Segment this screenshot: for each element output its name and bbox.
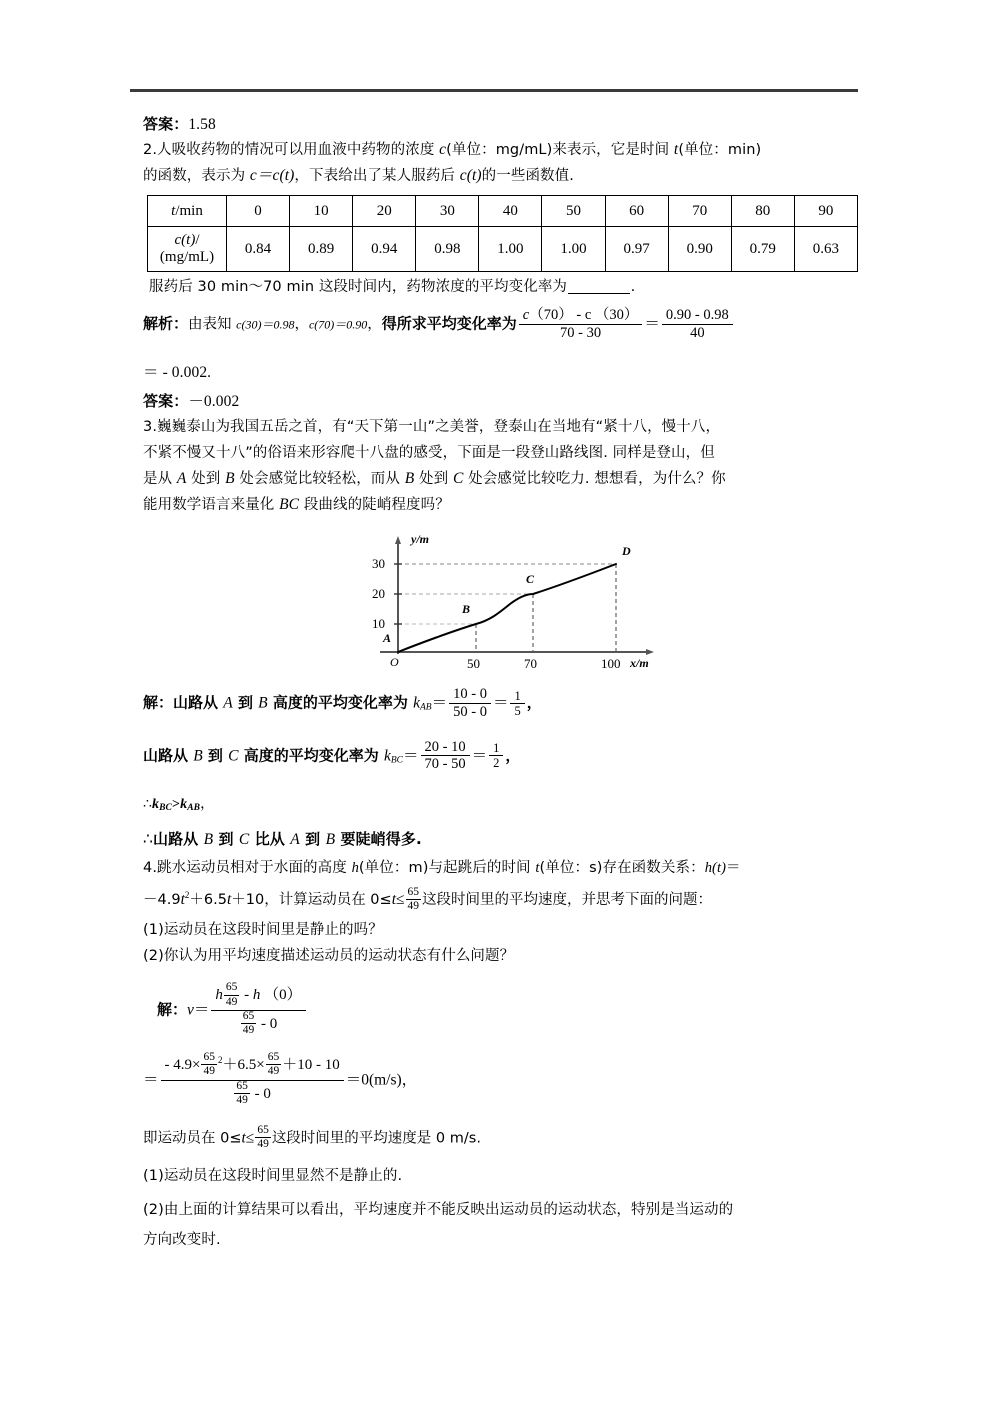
q3-concl-kBC: k xyxy=(152,797,160,813)
q3-c2-A: A xyxy=(290,831,300,849)
q3-sol1a: 山路从 xyxy=(173,694,224,713)
q2-c70: c(70)＝0.90 xyxy=(308,317,368,332)
table-cell-c9: 0.63 xyxy=(794,227,857,272)
q3-sol2a: 山路从 xyxy=(143,746,194,765)
answer-blank xyxy=(568,293,630,294)
chart-point-label-C: C xyxy=(526,572,535,587)
q4-s2b: ＋6.5 xyxy=(189,892,227,909)
table-cell-t8: 80 xyxy=(731,196,794,227)
table-cell-c5: 1.00 xyxy=(542,227,605,272)
chart-ytick-10: 10 xyxy=(372,616,385,632)
q3-point-B: B xyxy=(225,470,235,488)
document-body xyxy=(143,112,865,1253)
q4-big-result: ＝0(m/s)， xyxy=(345,1071,418,1089)
q4-var-t: t xyxy=(535,860,540,877)
q3-s4b: 段曲线的陡峭程度吗？ xyxy=(299,497,450,514)
q4-main-fraction: h $\frac{65}{49}$ - h （0） $\frac{65}{49}$ - 0 xyxy=(211,982,305,1038)
path-curve xyxy=(398,564,616,652)
chart-ytick-20: 20 xyxy=(372,586,385,602)
q2-var-c: c xyxy=(439,141,447,158)
q3-eq4: ＝ xyxy=(471,747,488,765)
chart-xtick-70: 70 xyxy=(524,656,537,672)
q4-func-ht: h(t) xyxy=(704,860,727,877)
concentration-table-wrapper xyxy=(147,195,865,272)
q3-result-BC: $\frac{1}{2}$ xyxy=(489,741,503,771)
q4-concl-le: ≤ xyxy=(245,1129,255,1147)
chart-xlabel: x/m xyxy=(630,656,649,671)
table-row-concentration xyxy=(148,227,858,272)
q4-range-fraction: $\frac{65}{49}$ xyxy=(407,885,420,913)
q3-conclusion-2 xyxy=(143,827,865,852)
q3-sol2-end: ， xyxy=(505,746,521,765)
table-header-concentration: c(t)/ (mg/mL) xyxy=(148,227,227,272)
concentration-table xyxy=(147,195,858,272)
table-cell-t9: 90 xyxy=(794,196,857,227)
q3-sol2-C: C xyxy=(228,747,239,765)
q2-stem-text-1c: (单位：min) xyxy=(678,142,762,158)
q4-stem-line2 xyxy=(143,883,865,914)
q4-num-inner-fraction: $\frac{65}{49}$ xyxy=(225,981,238,1008)
q2-solution-line xyxy=(143,308,865,342)
table-cell-c1: 0.89 xyxy=(290,227,353,272)
q4-conclusion-line xyxy=(143,1125,865,1152)
chart-point-label-D: D xyxy=(622,544,631,559)
table-cell-c8: 0.79 xyxy=(731,227,794,272)
table-cell-c7: 0.90 xyxy=(668,227,731,272)
x-axis-arrow xyxy=(646,649,654,655)
q3-c2e: 要陡峭得多. xyxy=(335,830,422,849)
q2-var-ct: c(t) xyxy=(459,167,482,184)
q2-result-value: ＝ - 0.002. xyxy=(143,364,212,382)
q4-den-inner-fraction: $\frac{65}{49}$ xyxy=(242,1009,255,1036)
q4-sub2-text: (2)你认为用平均速度描述运动员的运动状态有什么问题？ xyxy=(143,948,515,965)
q2-stem-line1 xyxy=(143,137,865,163)
q4-answer-2-text-2: 方向改变时. xyxy=(143,1231,221,1248)
q4-term1-fraction: $\frac{65}{49}$ xyxy=(203,1051,215,1078)
q4-s1a: 跳水运动员相对于水面的高度 xyxy=(157,860,352,877)
chart-ylabel: y/m xyxy=(411,532,429,547)
q2-comma-2: ， xyxy=(367,316,382,333)
q1-answer-line xyxy=(143,112,865,137)
q3-point-A: A xyxy=(176,470,187,488)
q3-concl1-end: ， xyxy=(200,797,215,813)
mountain-path-chart xyxy=(358,532,688,677)
q2-stem-line2 xyxy=(143,163,865,189)
q3-solution-line-1 xyxy=(143,687,865,721)
table-cell-t7: 70 xyxy=(668,196,731,227)
table-cell-t0: 0 xyxy=(227,196,290,227)
q4-eq-sign: ＝ xyxy=(193,1001,210,1019)
q4-term2-fraction: $\frac{65}{49}$ xyxy=(267,1051,280,1078)
q2-fraction-1: $\frac{c(70) - c (30)}{70 - 30}$ xyxy=(519,307,643,341)
q3-concl-kAB: k xyxy=(180,797,188,813)
q3-sol2b: 到 xyxy=(202,746,229,765)
q4-answer-2-text-1: (2)由上面的计算结果可以看出，平均速度并不能反映出运动员的运动状态，特别是当运动的 xyxy=(143,1201,734,1218)
q2-result-line xyxy=(143,360,865,385)
q3-c2c: 比从 xyxy=(249,830,291,849)
table-cell-c3: 0.98 xyxy=(416,227,479,272)
table-cell-c4: 1.00 xyxy=(479,227,542,272)
q3-s3c: 处会感觉比较轻松，而从 xyxy=(234,471,405,488)
q4-answer-2-line1 xyxy=(143,1197,865,1223)
q4-stem-line1 xyxy=(143,856,865,881)
q2-c30: c(30)＝0.98 xyxy=(236,317,295,332)
q4-s1c: (单位：s)存在函数关系： xyxy=(539,860,705,877)
q4-sub1-text: (1)运动员在这段时间里是静止的吗？ xyxy=(143,922,383,939)
q3-c2d: 到 xyxy=(299,830,326,849)
q3-gt-sign: > xyxy=(172,797,181,813)
q4-subquestion-1 xyxy=(143,917,865,943)
q3-c2-B2: B xyxy=(325,831,336,849)
q4-s1d: ＝ xyxy=(726,860,741,877)
q4-s1b: (单位：m)与起跳后的时间 xyxy=(358,860,536,877)
table-row-time xyxy=(148,196,858,227)
q3-conclusion-1 xyxy=(143,792,865,821)
q4-answer-2-line2 xyxy=(143,1227,865,1253)
q4-answer-1-text: (1)运动员在这段时间里显然不是静止的. xyxy=(143,1167,403,1184)
q3-stem-text-1: 巍巍泰山为我国五岳之首，有“天下第一山”之美誉，登泰山在当地有“紧十八，慢十八， xyxy=(157,419,721,436)
q4-bigden-fraction: $\frac{65}{49}$ xyxy=(236,1079,248,1106)
q3-result-AB: $\frac{1}{5}$ xyxy=(510,689,524,719)
q3-stem-line1 xyxy=(143,414,865,440)
q3-s3b: 处到 xyxy=(186,471,226,488)
q3-sol2c: 高度的平均变化率为 xyxy=(238,746,384,765)
q2-solution-text-a: 由表知 xyxy=(188,316,237,333)
q2-answer-value: －0.002 xyxy=(188,393,240,411)
q2-stem-text-1b: (单位：mg/mL)来表示，它是时间 xyxy=(446,142,674,158)
q3-kBC: k xyxy=(383,747,391,765)
q2-equals-1: ＝ xyxy=(644,315,660,333)
q3-sol1c: 高度的平均变化率为 xyxy=(267,694,414,713)
q2-question-period: . xyxy=(631,278,636,295)
q3-eq2: ＝ xyxy=(492,695,509,713)
table-cell-t5: 50 xyxy=(542,196,605,227)
chart-xtick-100: 100 xyxy=(601,656,621,672)
q3-fraction-AB: $\frac{10 - 0}{50 - 0}$ xyxy=(449,686,491,720)
q4-var-v: v xyxy=(187,1001,194,1019)
q4-big-equation xyxy=(143,1053,865,1109)
q3-s3d: 处到 xyxy=(414,471,453,488)
q4-solution-label: 解： xyxy=(157,1000,188,1019)
q2-question-line xyxy=(149,274,865,300)
q4-subquestion-2 xyxy=(143,943,865,969)
q4-answer-1 xyxy=(143,1163,865,1189)
chart-point-label-A: A xyxy=(383,631,392,646)
q3-therefore-2: ∴ xyxy=(143,831,153,849)
q3-stem-text-2: 不紧不慢又十八”的俗语来形容爬十八盘的感受，下面是一段登山路线图. 同样是登山，但 xyxy=(143,445,715,462)
q2-question-text: 服药后 30 min～70 min 这段时间内，药物浓度的平均变化率为 xyxy=(149,279,568,295)
q3-therefore-1: ∴ xyxy=(143,797,153,813)
q2-stem-text-2a: 的函数，表示为 xyxy=(143,168,250,184)
table-cell-c0: 0.84 xyxy=(227,227,290,272)
q4-concl-a: 即运动员在 0≤ xyxy=(143,1130,242,1147)
y-axis-arrow xyxy=(395,536,401,544)
q4-var-h: h xyxy=(351,860,359,877)
q2-comma-1: ， xyxy=(294,316,309,333)
q3-c2-C: C xyxy=(238,831,250,849)
q1-answer-value: 1.58 xyxy=(188,116,216,133)
q2-solution-label: 解析： xyxy=(143,314,189,333)
q3-fraction-BC: $\frac{20 - 10}{70 - 50}$ xyxy=(421,739,470,773)
q4-s2d: 这段时间里的平均速度，并思考下面的问题： xyxy=(422,892,713,909)
q3-concl-kBC-sub: BC xyxy=(159,803,172,814)
q2-var-t: t xyxy=(673,141,679,158)
q3-concl-kAB-sub: AB xyxy=(187,803,201,814)
q3-kBC-sub: BC xyxy=(390,755,403,766)
q2-fraction-2: $\frac{0.90 - 0.98}{40}$ xyxy=(662,307,733,341)
q2-stem-text-1a: 人吸收药物的情况可以用血液中药物的浓度 xyxy=(157,142,440,158)
q3-number: 3. xyxy=(143,419,158,436)
q3-sol1-A: A xyxy=(223,695,233,713)
q4-concl-b: 这段时间里的平均速度是 0 m/s. xyxy=(271,1130,481,1147)
q3-sol1b: 到 xyxy=(232,694,259,713)
q4-le-sign: ≤ xyxy=(396,891,405,909)
q3-stem-line3 xyxy=(143,466,865,492)
q3-kAB: k xyxy=(413,695,420,713)
q2-number: 2. xyxy=(143,142,158,158)
q3-eq3: ＝ xyxy=(402,747,419,765)
q3-solution-label: 解： xyxy=(143,694,174,713)
table-cell-c6: 0.97 xyxy=(605,227,668,272)
q3-s3a: 是从 xyxy=(143,471,177,488)
q3-c2-B: B xyxy=(203,831,214,849)
q4-expanded-fraction: - 4.9× $\frac{65}{49}$ $^2$＋6.5× $\frac{65}{49}$ ＋10 - 10 $\frac{65}{49}$ - 0 xyxy=(161,1052,344,1108)
q2-equation-c-of-t: c＝c(t) xyxy=(249,167,295,184)
chart-origin-label: O xyxy=(390,655,399,670)
table-header-time: t/min xyxy=(148,196,227,227)
q2-answer-label: 答案： xyxy=(143,392,189,411)
q4-s2a: －4.9 xyxy=(143,892,181,909)
q3-stem-line2 xyxy=(143,440,865,466)
table-cell-t3: 30 xyxy=(416,196,479,227)
q3-s3e: 处会感觉比较吃力. 想想看，为什么？你 xyxy=(463,471,726,488)
table-cell-t6: 60 xyxy=(605,196,668,227)
q1-answer-label: 答案： xyxy=(143,115,189,133)
q2-answer-line xyxy=(143,389,865,414)
q2-stem-text-2c: 的一些函数值. xyxy=(481,168,574,184)
q3-solution-line-2 xyxy=(143,740,865,774)
q4-concl-t: t xyxy=(241,1129,246,1147)
q4-s2c: ＋10，计算运动员在 0≤ xyxy=(231,892,392,909)
q4-t-squared: t xyxy=(180,891,185,909)
q3-point-C: C xyxy=(452,470,464,488)
chart-point-label-B: B xyxy=(462,602,471,617)
q3-sol2-B: B xyxy=(193,747,203,765)
q3-point-B2: B xyxy=(404,470,415,488)
q4-t-range: t xyxy=(391,891,396,909)
q4-number: 4. xyxy=(143,860,158,877)
chart-xtick-50: 50 xyxy=(467,656,480,672)
q4-concl-fraction: $\frac{65}{49}$ xyxy=(257,1124,269,1151)
q4-big-eq-sign: ＝ xyxy=(143,1071,159,1089)
q4-exponent: 2 xyxy=(184,890,190,901)
chart-ytick-30: 30 xyxy=(372,556,385,572)
q3-sol1-end: ， xyxy=(526,694,542,713)
header-rule xyxy=(130,89,858,92)
q3-stem-line4 xyxy=(143,492,865,518)
q3-c2a: 山路从 xyxy=(152,830,204,849)
table-cell-t2: 20 xyxy=(353,196,416,227)
q2-solution-text-b: 得所求平均变化率为 xyxy=(381,314,517,333)
q3-sol1-B: B xyxy=(258,695,268,713)
q2-stem-text-2b: ，下表给出了某人服药后 xyxy=(294,168,460,184)
q3-kAB-sub: AB xyxy=(419,703,432,714)
q3-segment-BC: BC xyxy=(279,496,300,514)
table-cell-c2: 0.94 xyxy=(353,227,416,272)
table-cell-t1: 10 xyxy=(290,196,353,227)
q3-s4a: 能用数学语言来量化 xyxy=(143,497,280,514)
q4-t-linear: t xyxy=(226,891,232,909)
q4-solution-line xyxy=(157,983,865,1039)
table-cell-t4: 40 xyxy=(479,196,542,227)
q3-eq1: ＝ xyxy=(431,695,448,713)
q3-c2b: 到 xyxy=(213,830,239,849)
